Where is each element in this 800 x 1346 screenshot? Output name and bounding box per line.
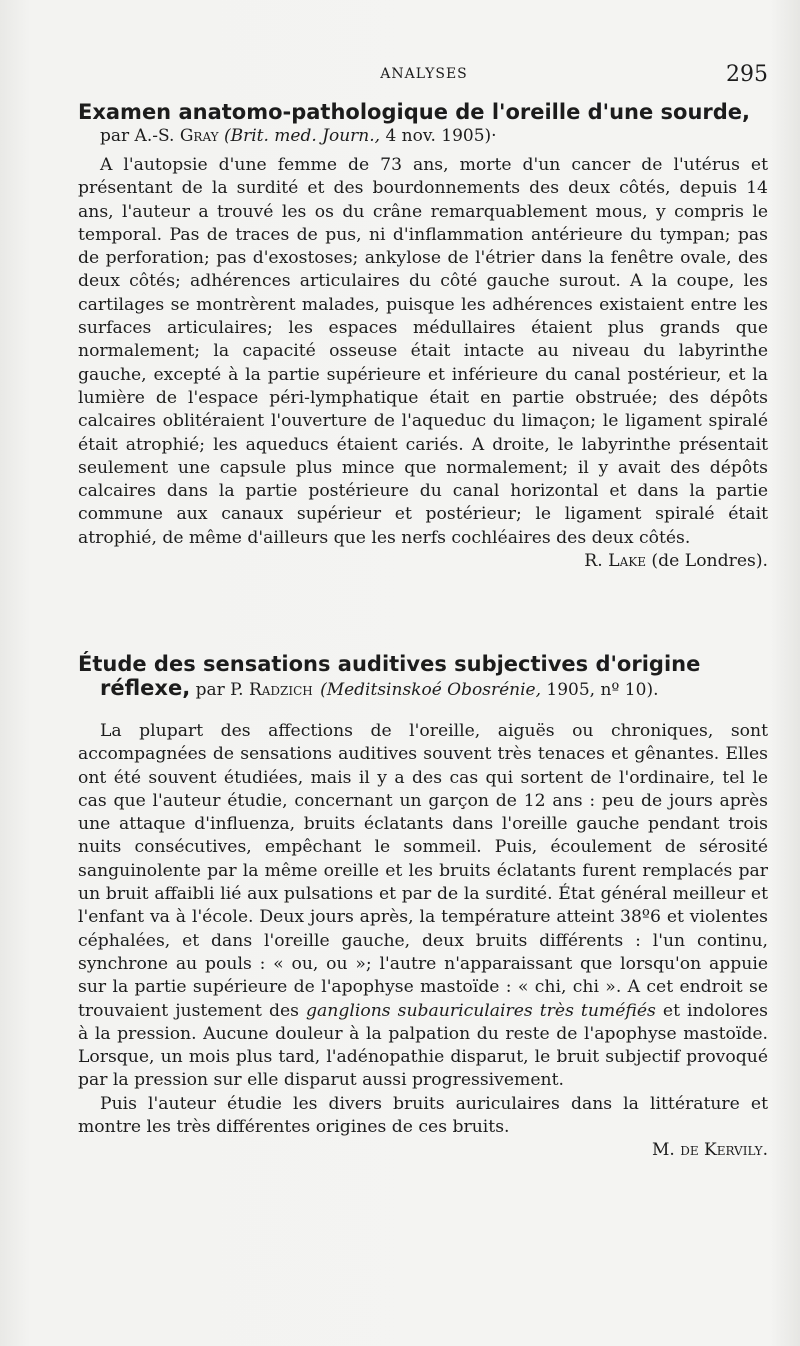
article-2-body-italic: ganglions subauriculaires très tuméfiés bbox=[306, 1000, 656, 1021]
article-1-journal: (Brit. med. Journ., bbox=[223, 126, 381, 146]
article-1-signature-suffix: (de Londres). bbox=[645, 551, 768, 572]
article-2-title bbox=[78, 652, 768, 702]
article-2-author: Radzich bbox=[248, 680, 313, 700]
article-2-title-line1: Étude des sensations auditives subjectives d'origine bbox=[78, 652, 701, 676]
article-1-title: Examen anatomo-pathologique de l'oreille d'une sourde, bbox=[78, 100, 751, 124]
article-2-journal: (Meditsinskoé Obosrénie, bbox=[320, 680, 541, 700]
article-2 bbox=[78, 652, 768, 1162]
article-2-signature-prefix: M. bbox=[651, 1140, 681, 1161]
running-head bbox=[80, 62, 768, 92]
article-2-ref-prefix: par P. bbox=[190, 680, 249, 700]
article-2-body-part1: La plupart des affections de l'oreille, aiguës ou chroniques, sont accompagnées de sensations auditives souvent très tenaces et gênantes. Elles ont été souvent étudiées, mais il y a des cas qui sortent de l'ordinaire, tel le cas que l'auteur étudie, concernant un garçon de 12 ans : peu de jours après une attaque d'influenza, bruits éclatants dans l'oreille gauche pendant trois nuits consécutives, empêchant le sommeil. Puis, écoulement de sérosité sanguinolente par la même oreille et les bruits éclatants furent remplacés par un bruit affaibli lié aux pulsations et par de la surdité. État général meilleur et l'enfant va à l'école. Deux jours après, la température atteint 38º6 et violentes céphalées, et dans l'oreille gauche, deux bruits différents : l'un continu, synchrone au pouls : « ou, ou »; l'autre n'apparaissant que lorsqu'on appuie sur la partie supérieure de l'apophyse mastoïde : « chi, chi ». A cet endroit se trouvaient justement des bbox=[78, 721, 768, 1021]
article-1-body bbox=[78, 154, 768, 572]
article-1-signature-name: Lake bbox=[608, 551, 646, 572]
article-2-body-part2: et indolores à la pression. Aucune douleur à la palpation du reste de l'apophyse mastoïde. Lorsque, un mois plus tard, l'adénopathie disparut, le bruit subjectif provoqué par la pression sur elle disparut aussi progressivement. bbox=[78, 1000, 768, 1091]
article-1-signature-prefix: R. bbox=[584, 551, 609, 572]
article-2-body bbox=[78, 720, 768, 1093]
running-title: ANALYSES bbox=[380, 66, 468, 82]
article-1-reference bbox=[78, 124, 768, 148]
article-1-body-text: A l'autopsie d'une femme de 73 ans, morte d'un cancer de l'utérus et présentant de la surdité et des bourdonnements des deux côtés, depuis 14 ans, l'auteur a trouvé les os du crâne remarquablement mous, y compris le temporal. Pas de traces de pus, ni d'inflammation antérieure du tympan; pas de perforation; pas d'exostoses; ankylose de l'étrier dans la fenêtre ovale, des deux côtés; adhérences articulaires du côté gauche surout. A la coupe, les cartilages se montrèrent malades, puisque les adhérences existaient entre les surfaces articulaires; les espaces médullaires étaient plus grands que normalement; la capacité osseuse était intacte au niveau du labyrinthe gauche, excepté à la partie supérieure et inférieure du canal postérieur, et la lumière de l'espace péri-lymphatique était en partie obstruée; des dépôts calcaires oblitéraient l'ouverture de l'aqueduc du limaçon; le ligament spiralé était atrophié; les aqueducs étaient cariés. A droite, le labyrinthe présentait seulement une capsule plus mince que normalement; il y avait des dépôts calcaires dans la partie postérieure du canal horizontal et dans la partie commune aux canaux supérieur et postérieur; le ligament spiralé était atrophié, de même d'ailleurs que les nerfs cochléaires des deux côtés. bbox=[78, 155, 768, 548]
article-1-date: 4 nov. 1905)· bbox=[380, 126, 497, 146]
article-1-ref-prefix: par A.-S. bbox=[100, 126, 180, 146]
article-2-title-line2: réflexe, bbox=[100, 676, 191, 700]
article-1 bbox=[78, 100, 768, 573]
page-number: 295 bbox=[726, 62, 768, 87]
article-2-body-para2: Puis l'auteur étudie les divers bruits auriculaires dans la littérature et montre les très différentes origines de ces bruits. bbox=[78, 1093, 768, 1138]
article-1-author: Gray bbox=[179, 126, 219, 146]
article-2-date: 1905, nº 10). bbox=[540, 680, 659, 700]
article-2-signature bbox=[78, 1139, 768, 1162]
article-1-signature bbox=[562, 550, 768, 573]
article-2-signature-name: de Kervily. bbox=[680, 1140, 768, 1161]
